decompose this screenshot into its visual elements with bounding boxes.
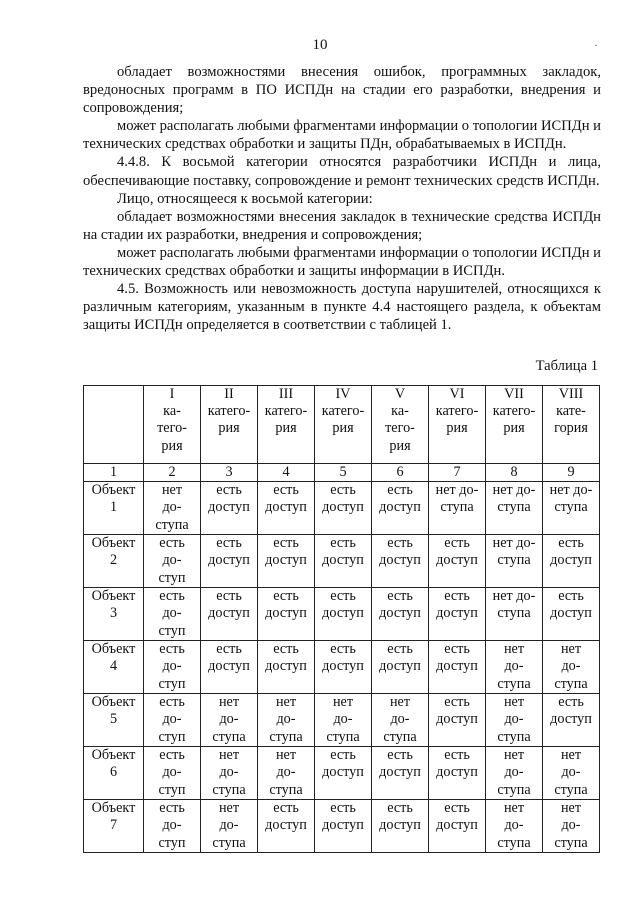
access-value-line: доступ xyxy=(436,605,478,622)
access-value-line: доступ xyxy=(379,552,421,569)
access-value-line: есть xyxy=(216,588,242,605)
access-value-line: ступа xyxy=(155,516,189,533)
paragraph: Лицо, относящееся к восьмой категории: xyxy=(117,190,373,207)
access-value-line: доступ xyxy=(265,499,307,516)
access-cell xyxy=(315,535,372,588)
access-value-line: до- xyxy=(561,658,581,675)
access-value-line: нет xyxy=(560,641,582,658)
access-value-line: доступ xyxy=(208,552,250,569)
access-value-line: нет xyxy=(218,800,240,817)
category-header-line: III xyxy=(278,386,294,402)
access-value-line: нет xyxy=(275,747,297,764)
access-cell xyxy=(543,535,600,588)
access-cell xyxy=(258,588,315,641)
access-value-line: ступа xyxy=(497,728,531,745)
access-value-line: ступ xyxy=(158,781,186,798)
access-value-line: ступа xyxy=(212,834,246,851)
category-header-cell xyxy=(543,386,600,464)
access-value-line: есть xyxy=(444,800,470,817)
access-value-line: есть xyxy=(273,482,299,499)
table-row xyxy=(84,694,600,747)
category-header-cell xyxy=(201,386,258,464)
object-label-line: 6 xyxy=(109,764,118,781)
category-header-cell xyxy=(315,386,372,464)
object-cell xyxy=(84,800,144,853)
object-label-line: Объект xyxy=(91,588,136,605)
paragraph: 4.4.8. К восьмой категории относятся разработчики ИСПДн и лица, обеспечивающие поставку, сопровождение и ремонт технических средств ИСПДн. xyxy=(83,154,601,189)
access-value-line: нет xyxy=(503,641,525,658)
access-value-line: доступ xyxy=(379,605,421,622)
access-cell xyxy=(315,747,372,800)
access-cell xyxy=(201,800,258,853)
table-row xyxy=(84,588,600,641)
access-value-line: нет xyxy=(332,694,354,711)
access-value-line: нет до- xyxy=(492,482,536,499)
object-cell xyxy=(84,641,144,694)
access-value-line: до- xyxy=(219,817,239,834)
category-header-line: рия xyxy=(161,437,183,454)
access-value-line: есть xyxy=(159,800,185,817)
column-number-cell: 6 xyxy=(372,464,429,482)
access-value-line: доступ xyxy=(208,658,250,675)
access-cell xyxy=(144,747,201,800)
access-cell xyxy=(258,641,315,694)
access-value-line: до- xyxy=(162,764,182,781)
access-value-line: нет до- xyxy=(492,588,536,605)
access-cell xyxy=(372,588,429,641)
access-value-line: до- xyxy=(162,658,182,675)
access-value-line: ступа xyxy=(554,834,588,851)
access-cell xyxy=(543,800,600,853)
access-value-line: до- xyxy=(504,817,524,834)
access-cell xyxy=(372,694,429,747)
category-header-line: катего- xyxy=(207,403,251,420)
access-value-line: до- xyxy=(162,605,182,622)
access-value-line: ступа xyxy=(497,552,531,569)
access-value-line: до- xyxy=(162,711,182,728)
access-value-line: ступа xyxy=(497,605,531,622)
access-value-line: есть xyxy=(159,588,185,605)
access-cell xyxy=(486,747,543,800)
access-cell xyxy=(144,641,201,694)
access-value-line: доступ xyxy=(379,764,421,781)
access-value-line: есть xyxy=(387,535,413,552)
access-value-line: ступ xyxy=(158,728,186,745)
access-value-line: ступ xyxy=(158,834,186,851)
category-header-cell xyxy=(372,386,429,464)
category-header-cell xyxy=(258,386,315,464)
access-cell xyxy=(429,800,486,853)
access-value-line: доступ xyxy=(379,499,421,516)
access-value-line: есть xyxy=(330,482,356,499)
access-value-line: до- xyxy=(390,711,410,728)
access-value-line: есть xyxy=(159,694,185,711)
access-value-line: есть xyxy=(159,641,185,658)
access-value-line: до- xyxy=(333,711,353,728)
access-value-line: нет xyxy=(503,694,525,711)
object-label-line: 2 xyxy=(109,552,118,569)
object-label-line: 1 xyxy=(109,499,118,516)
access-cell xyxy=(486,482,543,535)
access-value-line: доступ xyxy=(322,552,364,569)
access-cell xyxy=(144,800,201,853)
access-value-line: ступа xyxy=(269,728,303,745)
object-cell xyxy=(84,588,144,641)
paragraph: обладает возможностями внесения закладок в технические средства ИСПДн на стадии их разработки, внедрения и сопровождения; xyxy=(83,208,601,243)
access-cell xyxy=(144,588,201,641)
access-value-line: до- xyxy=(219,764,239,781)
access-value-line: доступ xyxy=(265,605,307,622)
access-cell xyxy=(486,535,543,588)
access-value-line: ступа xyxy=(212,728,246,745)
access-value-line: доступ xyxy=(265,658,307,675)
access-cell xyxy=(372,641,429,694)
object-label-line: 7 xyxy=(109,817,118,834)
table-header-row xyxy=(84,386,600,464)
category-header-line: рия xyxy=(503,420,525,437)
table-row xyxy=(84,482,600,535)
access-value-line: нет xyxy=(161,482,183,499)
access-value-line: нет xyxy=(560,747,582,764)
access-cell xyxy=(315,641,372,694)
access-cell xyxy=(486,694,543,747)
access-value-line: есть xyxy=(216,535,242,552)
access-value-line: ступа xyxy=(497,834,531,851)
access-value-line: нет xyxy=(503,747,525,764)
access-value-line: до- xyxy=(219,711,239,728)
access-cell xyxy=(543,694,600,747)
column-number-cell: 5 xyxy=(315,464,372,482)
access-value-line: ступ xyxy=(158,622,186,639)
access-cell xyxy=(315,800,372,853)
access-value-line: доступ xyxy=(322,605,364,622)
access-value-line: есть xyxy=(216,482,242,499)
access-value-line: ступа xyxy=(440,499,474,516)
access-value-line: доступ xyxy=(436,552,478,569)
access-cell xyxy=(201,588,258,641)
access-value-line: доступ xyxy=(379,817,421,834)
scan-mark: · xyxy=(594,38,598,52)
body-text xyxy=(83,63,601,334)
category-header-line: рия xyxy=(446,420,468,437)
access-value-line: до- xyxy=(276,764,296,781)
category-header-line: тего- xyxy=(385,420,415,437)
category-header-line: VIII xyxy=(558,386,584,402)
access-cell xyxy=(429,588,486,641)
object-label-line: 5 xyxy=(109,711,118,728)
access-cell xyxy=(372,482,429,535)
category-header-line: катего- xyxy=(435,403,479,420)
access-value-line: доступ xyxy=(322,764,364,781)
access-value-line: доступ xyxy=(322,658,364,675)
category-header-line: V xyxy=(394,386,406,402)
access-cell xyxy=(429,535,486,588)
access-cell xyxy=(486,800,543,853)
category-header-line: ка- xyxy=(391,403,409,420)
access-cell xyxy=(486,641,543,694)
table-caption: Таблица 1 xyxy=(535,358,598,374)
access-cell xyxy=(372,535,429,588)
access-value-line: нет xyxy=(218,747,240,764)
column-number-cell: 8 xyxy=(486,464,543,482)
access-value-line: ступа xyxy=(554,499,588,516)
access-value-line: ступ xyxy=(158,569,186,586)
access-cell xyxy=(429,482,486,535)
access-cell xyxy=(201,694,258,747)
category-header-cell xyxy=(144,386,201,464)
table-row xyxy=(84,641,600,694)
access-cell xyxy=(429,747,486,800)
table-row xyxy=(84,747,600,800)
access-value-line: доступ xyxy=(436,817,478,834)
column-number-cell: 4 xyxy=(258,464,315,482)
category-header-line: II xyxy=(224,386,234,402)
access-value-line: есть xyxy=(159,535,185,552)
access-cell xyxy=(315,588,372,641)
access-value-line: доступ xyxy=(265,552,307,569)
access-value-line: нет xyxy=(389,694,411,711)
access-cell xyxy=(372,800,429,853)
page-number: 10 xyxy=(312,37,328,53)
access-cell xyxy=(201,535,258,588)
access-cell xyxy=(258,747,315,800)
access-value-line: есть xyxy=(330,535,356,552)
access-value-line: доступ xyxy=(436,764,478,781)
category-header-line: катего- xyxy=(264,403,308,420)
table-row xyxy=(84,800,600,853)
access-cell xyxy=(429,641,486,694)
access-cell xyxy=(144,535,201,588)
access-value-line: есть xyxy=(330,747,356,764)
access-value-line: есть xyxy=(444,641,470,658)
access-value-line: нет xyxy=(503,800,525,817)
object-label-line: Объект xyxy=(91,535,136,552)
access-value-line: нет до- xyxy=(492,535,536,552)
access-value-line: ступа xyxy=(212,781,246,798)
access-cell xyxy=(258,535,315,588)
access-value-line: до- xyxy=(504,711,524,728)
access-value-line: есть xyxy=(273,588,299,605)
access-value-line: есть xyxy=(387,588,413,605)
access-value-line: доступ xyxy=(208,499,250,516)
access-value-line: есть xyxy=(330,641,356,658)
access-value-line: ступ xyxy=(158,675,186,692)
category-header-line: рия xyxy=(275,420,297,437)
column-number-row xyxy=(84,464,600,482)
access-value-line: до- xyxy=(162,817,182,834)
category-header-line: IV xyxy=(335,386,351,402)
access-value-line: нет до- xyxy=(549,482,593,499)
object-label-line: Объект xyxy=(91,800,136,817)
access-value-line: есть xyxy=(273,800,299,817)
access-value-line: до- xyxy=(561,817,581,834)
column-number-cell: 2 xyxy=(144,464,201,482)
access-cell xyxy=(144,694,201,747)
category-header-line: катего- xyxy=(321,403,365,420)
category-header-cell xyxy=(486,386,543,464)
access-value-line: есть xyxy=(216,641,242,658)
category-header-cell xyxy=(429,386,486,464)
table-body xyxy=(84,482,600,853)
access-value-line: есть xyxy=(444,747,470,764)
access-value-line: ступа xyxy=(497,499,531,516)
category-header-line: VII xyxy=(504,386,524,402)
access-cell xyxy=(201,482,258,535)
object-cell xyxy=(84,535,144,588)
access-value-line: нет xyxy=(218,694,240,711)
paragraph: может располагать любыми фрагментами информации о топологии ИСПДн и технических средствах обработки и защиты информации в ИСПДн. xyxy=(83,244,601,280)
category-header-line: рия xyxy=(218,420,240,437)
paragraph: 4.5. Возможность или невозможность доступа нарушителей, относящихся к различным категориям, указанным в пункте 4.4 настоящего раздела, к объектам защиты ИСПДн определяется в соответствии с таблицей 1. xyxy=(83,281,601,334)
category-header-line: ка- xyxy=(163,403,181,420)
access-value-line: до- xyxy=(504,764,524,781)
access-cell xyxy=(372,747,429,800)
access-cell xyxy=(258,800,315,853)
access-cell xyxy=(201,747,258,800)
access-value-line: доступ xyxy=(436,658,478,675)
access-value-line: ступа xyxy=(554,781,588,798)
access-value-line: есть xyxy=(330,588,356,605)
access-value-line: есть xyxy=(330,800,356,817)
access-value-line: ступа xyxy=(326,728,360,745)
access-cell xyxy=(258,482,315,535)
access-table xyxy=(83,385,600,853)
access-value-line: нет xyxy=(560,800,582,817)
access-value-line: есть xyxy=(444,694,470,711)
column-number-cell: 1 xyxy=(84,464,144,482)
access-value-line: есть xyxy=(387,747,413,764)
access-value-line: есть xyxy=(387,641,413,658)
access-cell xyxy=(486,588,543,641)
access-value-line: есть xyxy=(159,747,185,764)
object-cell xyxy=(84,482,144,535)
access-value-line: есть xyxy=(558,694,584,711)
object-label-line: Объект xyxy=(91,482,136,499)
object-label-line: Объект xyxy=(91,694,136,711)
category-header-line: гория xyxy=(554,420,588,437)
column-number-cell: 9 xyxy=(543,464,600,482)
object-cell xyxy=(84,747,144,800)
header-corner-cell xyxy=(84,386,144,464)
access-value-line: есть xyxy=(273,535,299,552)
object-label-line: 3 xyxy=(109,605,118,622)
access-value-line: есть xyxy=(558,588,584,605)
paragraph: может располагать любыми фрагментами информации о топологии ИСПДн и технических средствах обработки и защиты ПДн, обрабатываемых в ИСПДн. xyxy=(83,118,601,153)
access-value-line: ступа xyxy=(383,728,417,745)
access-value-line: ступа xyxy=(269,781,303,798)
category-header-line: кате- xyxy=(556,403,586,420)
access-value-line: до- xyxy=(276,711,296,728)
category-header-line: катего- xyxy=(492,403,536,420)
access-value-line: доступ xyxy=(265,817,307,834)
access-value-line: есть xyxy=(273,641,299,658)
object-label-line: 4 xyxy=(109,658,118,675)
category-header-line: VI xyxy=(449,386,465,402)
access-value-line: доступ xyxy=(550,605,592,622)
column-number-cell: 7 xyxy=(429,464,486,482)
access-value-line: ступа xyxy=(497,675,531,692)
column-number-cell: 3 xyxy=(201,464,258,482)
access-value-line: есть xyxy=(444,535,470,552)
access-value-line: до- xyxy=(162,499,182,516)
access-value-line: есть xyxy=(387,800,413,817)
access-value-line: доступ xyxy=(322,817,364,834)
access-cell xyxy=(543,747,600,800)
access-value-line: до- xyxy=(561,764,581,781)
access-value-line: до- xyxy=(504,658,524,675)
object-label-line: Объект xyxy=(91,641,136,658)
paragraph: обладает возможностями внесения ошибок, программных закладок, вредоносных программ в ПО ИСПДн на стадии его разработки, внедрения и сопровождения; xyxy=(83,64,601,117)
access-cell xyxy=(258,694,315,747)
access-value-line: доступ xyxy=(436,711,478,728)
category-header-line: рия xyxy=(389,437,411,454)
access-value-line: есть xyxy=(558,535,584,552)
access-value-line: доступ xyxy=(208,605,250,622)
access-cell xyxy=(543,588,600,641)
category-header-line: рия xyxy=(332,420,354,437)
access-value-line: нет до- xyxy=(435,482,479,499)
access-cell xyxy=(201,641,258,694)
access-cell xyxy=(543,641,600,694)
access-cell xyxy=(315,482,372,535)
access-value-line: доступ xyxy=(379,658,421,675)
category-header-line: тего- xyxy=(157,420,187,437)
access-cell xyxy=(144,482,201,535)
access-value-line: ступа xyxy=(497,781,531,798)
category-header-line: I xyxy=(169,386,175,402)
access-value-line: доступ xyxy=(322,499,364,516)
access-value-line: есть xyxy=(387,482,413,499)
access-value-line: до- xyxy=(162,552,182,569)
access-cell xyxy=(315,694,372,747)
access-value-line: есть xyxy=(444,588,470,605)
object-cell xyxy=(84,694,144,747)
access-value-line: доступ xyxy=(550,711,592,728)
access-value-line: доступ xyxy=(550,552,592,569)
access-value-line: ступа xyxy=(554,675,588,692)
access-cell xyxy=(543,482,600,535)
access-value-line: нет xyxy=(275,694,297,711)
table-row xyxy=(84,535,600,588)
object-label-line: Объект xyxy=(91,747,136,764)
access-cell xyxy=(429,694,486,747)
